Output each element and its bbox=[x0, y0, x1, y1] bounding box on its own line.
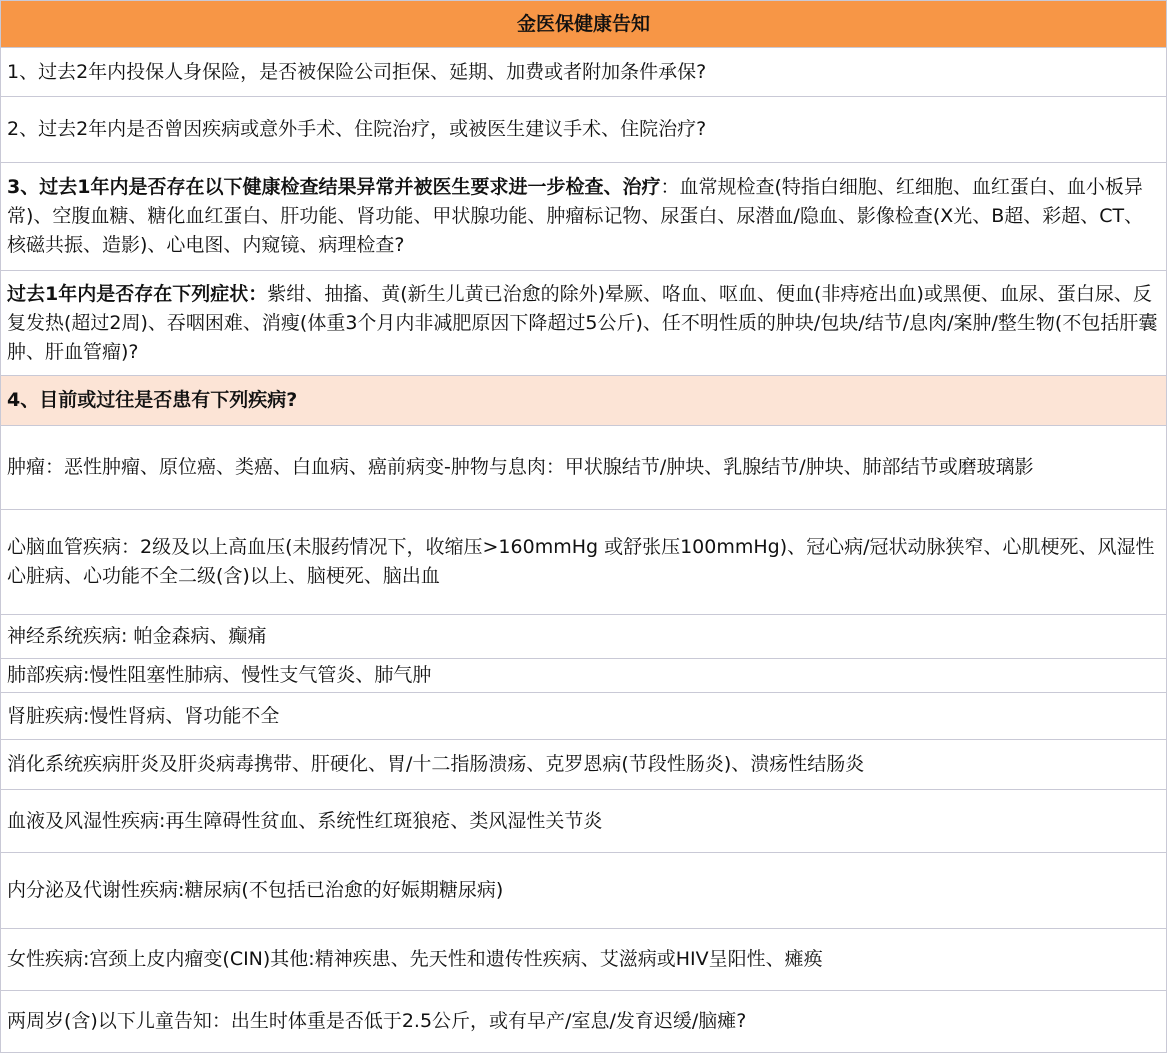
table-row bbox=[1, 510, 1167, 615]
cardiovascular-diseases: 心脑血管疾病：2级及以上高血压(未服药情况下，收缩压>160mmHg 或舒张压100mmHg)、冠心病/冠状动脉狭窄、心肌梗死、风湿性心脏病、心功能不全二级(含)以上、脑梗死、脑出血 bbox=[1, 510, 1167, 615]
female-other-diseases: 女性疾病:宫颈上皮内瘤变(CIN)其他:精神疾患、先天性和遗传性疾病、艾滋病或HIV呈阳性、瘫痪 bbox=[1, 929, 1167, 991]
table-row bbox=[1, 426, 1167, 510]
table-row bbox=[1, 97, 1167, 163]
table-row bbox=[1, 659, 1167, 693]
blood-rheumatic-diseases: 血液及风湿性疾病:再生障碍性贫血、系统性红斑狼疮、类风湿性关节炎 bbox=[1, 790, 1167, 853]
question-3-heading: 3、过去1年内是否存在以下健康检查结果异常并被医生要求进一步检查、治疗 bbox=[7, 176, 661, 198]
question-3-body: ：血常规检查(特指白细胞、红细胞、血红蛋白、血小板异常)、空腹血糖、糖化血红蛋白、肝功能、肾功能、甲状腺功能、肿瘤标记物、尿蛋白、尿潜血/隐血、影像检查(X光、B超、彩超、CT、核磁共振、造影)、心电图、内窥镜、病理检查? bbox=[7, 176, 1144, 256]
question-2: 2、过去2年内是否曾因疾病或意外手术、住院治疗，或被医生建议手术、住院治疗? bbox=[1, 97, 1167, 163]
title-row bbox=[1, 1, 1167, 48]
table-row bbox=[1, 991, 1167, 1053]
table-row bbox=[1, 740, 1167, 790]
question-4-heading: 4、目前或过往是否患有下列疾病? bbox=[1, 376, 1167, 426]
symptoms-heading: 过去1年内是否存在下列症状： bbox=[7, 282, 268, 305]
table-row bbox=[1, 271, 1167, 376]
endocrine-diseases: 内分泌及代谢性疾病:糖尿病(不包括已治愈的好娠期糖尿病) bbox=[1, 853, 1167, 929]
nervous-system-diseases: 神经系统疾病: 帕金森病、癫痛 bbox=[1, 615, 1167, 659]
section-row bbox=[1, 376, 1167, 426]
question-3 bbox=[1, 163, 1167, 271]
symptoms-question bbox=[1, 271, 1167, 376]
kidney-diseases: 肾脏疾病:慢性肾病、肾功能不全 bbox=[1, 693, 1167, 740]
table-row bbox=[1, 48, 1167, 97]
table-row bbox=[1, 853, 1167, 929]
table-row bbox=[1, 693, 1167, 740]
child-notice: 两周岁(含)以下儿童告知：出生时体重是否低于2.5公斤，或有早产/室息/发育迟缓/脑瘫? bbox=[1, 991, 1167, 1053]
table-row bbox=[1, 615, 1167, 659]
table-title: 金医保健康告知 bbox=[1, 1, 1167, 48]
table-row bbox=[1, 163, 1167, 271]
table-row bbox=[1, 929, 1167, 991]
symptoms-body: 紫绀、抽搐、黄(新生儿黄已治愈的除外)晕厥、咯血、呕血、便血(非痔疮出血)或黑便、血尿、蛋白尿、反复发热(超过2周)、吞咽困难、消瘦(体重3个月内非减肥原因下降超过5公斤)、任不明性质的肿块/包块/结节/息肉/案肿/整生物(不包括肝囊肿、肝血管瘤)? bbox=[7, 282, 1158, 363]
tumor-diseases: 肿瘤：恶性肿瘤、原位癌、类癌、白血病、癌前病变-肿物与息肉：甲状腺结节/肿块、乳腺结节/肿块、肺部结节或磨玻璃影 bbox=[1, 426, 1167, 510]
digestive-diseases: 消化系统疾病肝炎及肝炎病毒携带、肝硬化、胃/十二指肠溃疡、克罗恩病(节段性肠炎)、溃疡性结肠炎 bbox=[1, 740, 1167, 790]
lung-diseases: 肺部疾病:慢性阻塞性肺病、慢性支气管炎、肺气肿 bbox=[1, 659, 1167, 693]
table-row bbox=[1, 790, 1167, 853]
question-1: 1、过去2年内投保人身保险，是否被保险公司拒保、延期、加费或者附加条件承保? bbox=[1, 48, 1167, 97]
